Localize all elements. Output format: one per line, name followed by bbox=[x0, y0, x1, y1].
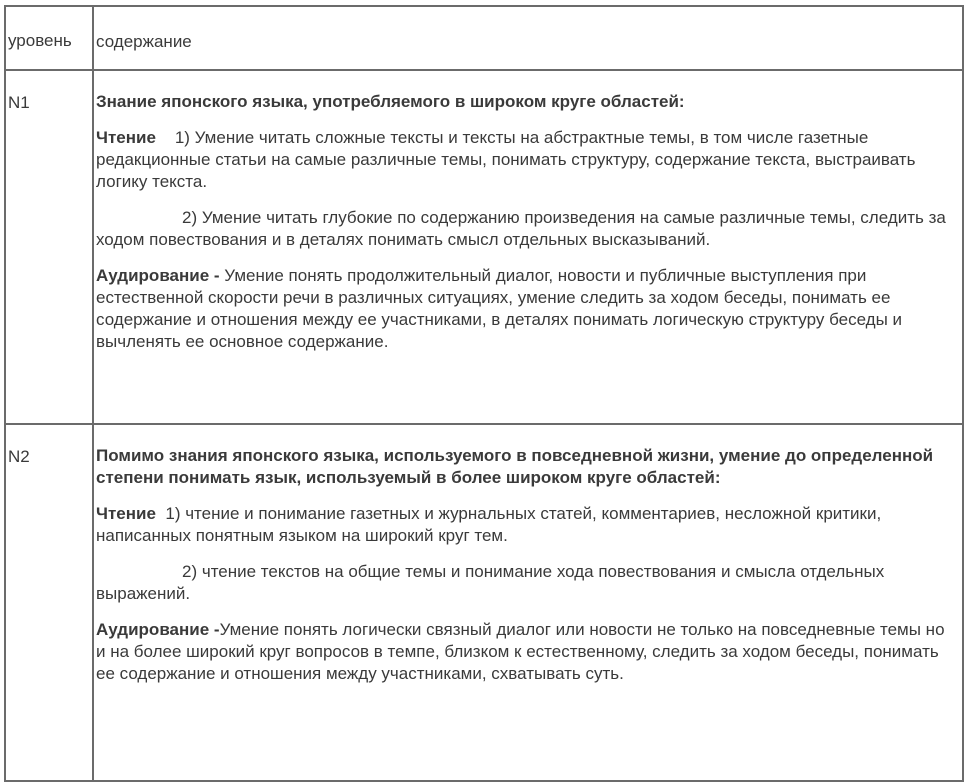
reading-label: Чтение bbox=[96, 504, 156, 523]
header-level-cell bbox=[5, 6, 93, 70]
level-cell bbox=[5, 70, 93, 424]
table-header-row bbox=[5, 6, 963, 70]
reading-text-1: 1) Умение читать сложные тексты и тексты на абстрактные темы, в том числе газетные редакционные статьи на самые различные темы, понимать структуру, содержание текста, выстраивать логику текста. bbox=[96, 128, 916, 191]
reading-paragraph-2 bbox=[96, 561, 950, 605]
level-title: Помимо знания японского языка, используемого в повседневной жизни, умение до определенной степени понимать язык, используемый в более широком круге областей: bbox=[96, 446, 934, 487]
reading-paragraph-1 bbox=[96, 127, 950, 193]
listening-paragraph bbox=[96, 619, 950, 685]
content-cell bbox=[93, 424, 963, 781]
header-level: уровень bbox=[8, 31, 72, 50]
reading-text-1: 1) чтение и понимание газетных и журнальных статей, комментариев, несложной критики, написанных понятным языком на широкий круг тем. bbox=[96, 504, 882, 545]
reading-paragraph-1 bbox=[96, 503, 950, 547]
level-label: N1 bbox=[8, 93, 30, 112]
header-content-cell bbox=[93, 6, 963, 70]
content-cell bbox=[93, 70, 963, 424]
listening-label: Аудирование - bbox=[96, 266, 220, 285]
level-label: N2 bbox=[8, 447, 30, 466]
reading-label: Чтение bbox=[96, 128, 156, 147]
level-title: Знание японского языка, употребляемого в широком круге областей: bbox=[96, 92, 685, 111]
listening-text: Умение понять продолжительный диалог, новости и публичные выступления при естественной скорости речи в различных ситуациях, умение следить за ходом беседы, понимать ее содержание и отношения между ее участниками, в деталях понимать логическую структуру беседы и вычленять ее основное содержание. bbox=[96, 266, 903, 351]
reading-text-2: 2) Умение читать глубокие по содержанию произведения на самые различные темы, следить за ходом повествования и в деталях понимать смысл отдельных высказываний. bbox=[96, 208, 946, 249]
level-cell bbox=[5, 424, 93, 781]
reading-paragraph-2 bbox=[96, 207, 950, 251]
listening-paragraph bbox=[96, 265, 950, 353]
table-row-n2 bbox=[5, 424, 963, 781]
reading-text-2: 2) чтение текстов на общие темы и понимание хода повествования и смысла отдельных выражений. bbox=[96, 562, 885, 603]
header-content: содержание bbox=[96, 32, 192, 51]
table-row-n1 bbox=[5, 70, 963, 424]
listening-text: Умение понять логически связный диалог или новости не только на повседневные темы но и на более широкий круг вопросов в темпе, близком к естественному, следить за ходом беседы, понимать ее содержание и отношения между участниками, схватывать суть. bbox=[96, 620, 945, 683]
level-table bbox=[4, 5, 964, 782]
listening-label: Аудирование - bbox=[96, 620, 220, 639]
